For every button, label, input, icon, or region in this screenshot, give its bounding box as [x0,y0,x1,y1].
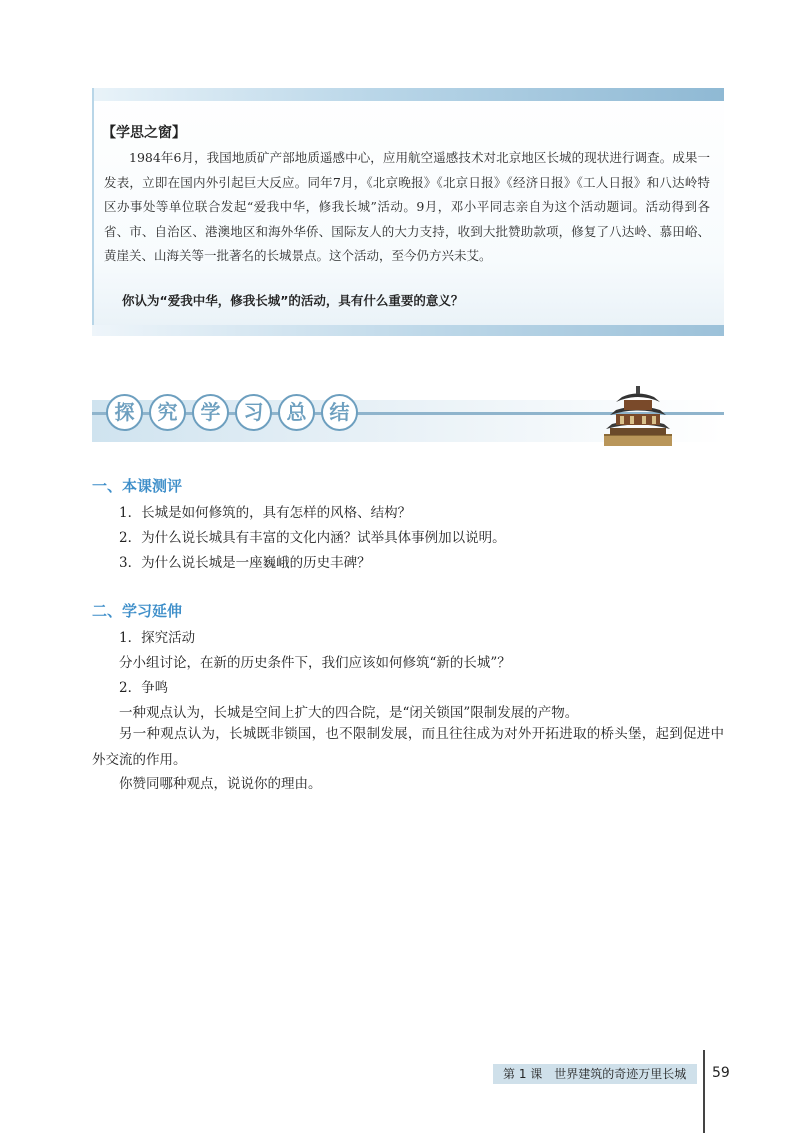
subheading-inquiry: 1．探究活动 [119,630,196,646]
closing-question: 你赞同哪种观点，说说你的理由。 [119,776,322,792]
section-banner [92,386,724,444]
banner-char: 究 [149,394,186,431]
viewpoint-one: 一种观点认为，长城是空间上扩大的四合院，是“闭关锁国”限制发展的产物。 [119,705,579,721]
subheading-debate: 2．争鸣 [119,680,169,696]
banner-char: 总 [278,394,315,431]
think-box-top-bar [92,88,724,101]
viewpoint-two: 另一种观点认为，长城既非锁国，也不限制发展，而且往往成为对外开拓进取的桥头堡，起到促进中外交流的作用。 [92,726,724,768]
think-box-body: 1984年6月，我国地质矿产部地质遥感中心，应用航空遥感技术对北京地区长城的现状进行调查。成果一发表，立即在国内外引起巨大反应。同年7月，《北京晚报》《北京日报》《经济日报》《工人日报》和八达岭特区办事处等单位联合发起“爱我中华，修我长城”活动。9月，邓小平同志亲自为这个活动题词。活动得到各省、市、自治区、港澳地区和海外华侨、国际友人的大力支持，收到大批赞助款项，修复了八达岭、慕田峪、黄崖关、山海关等一批著名的长城景点。这个活动，至今仍方兴未艾。 [104,150,710,263]
question-item: 1．长城是如何修筑的，具有怎样的风格、结构？ [119,505,412,521]
banner-title [106,394,364,434]
footer-divider [703,1050,705,1133]
think-box-left-border [92,88,94,336]
banner-char: 习 [235,394,272,431]
think-box-bottom-bar [92,325,724,336]
think-box [92,88,724,336]
banner-char: 结 [321,394,358,431]
think-box-question: 你认为“爱我中华，修我长城”的活动，具有什么重要的意义？ [122,293,464,308]
footer-lesson-title: 第 1 课 世界建筑的奇迹万里长城 [493,1064,697,1084]
question-item: 3．为什么说长城是一座巍峨的历史丰碑？ [119,555,371,571]
section-heading-extension: 二、学习延伸 [92,602,183,620]
page-number: 59 [712,1065,730,1081]
pavilion-illustration [602,384,674,446]
banner-char: 学 [192,394,229,431]
section-heading-assessment: 一、本课测评 [92,477,183,495]
think-box-title: 【学思之窗】 [102,125,186,141]
inquiry-text: 分小组讨论，在新的历史条件下，我们应该如何修筑“新的长城”？ [119,655,511,671]
question-item: 2．为什么说长城具有丰富的文化内涵？试举具体事例加以说明。 [119,530,506,546]
banner-char: 探 [106,394,143,431]
